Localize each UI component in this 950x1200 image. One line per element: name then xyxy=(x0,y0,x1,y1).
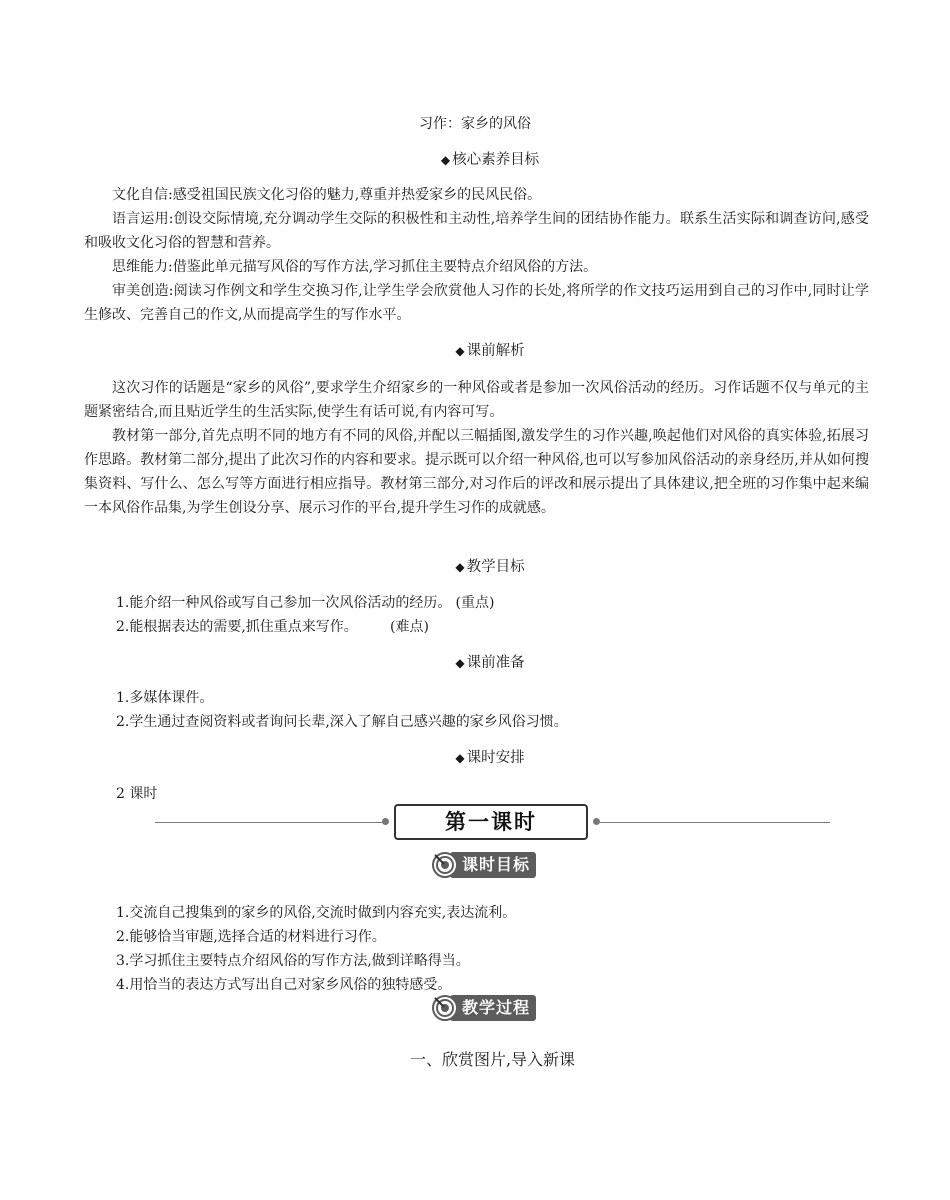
banner-rule-right xyxy=(600,822,830,823)
process-label: 教学过程 xyxy=(432,993,549,1023)
objective-item: 3.学习抓住主要特点介绍风俗的写作方法,做到详略得当。 xyxy=(116,953,470,969)
core-paragraph: 审美创造:阅读习作例文和学生交换习作,让学生学会欣赏他人习作的长处,将所学的作文技巧运用到自己的习作中,同时让学生修改、完善自己的作文,从而提高学生的写作水平。 xyxy=(84,283,869,323)
lesson-banner: 第一课时 xyxy=(394,804,588,840)
core-paragraph: 语言运用:创设交际情境,充分调动学生交际的积极性和主动性,培养学生间的团结协作能力。联系生活实际和调查访问,感受和吸收文化习俗的智慧和营养。 xyxy=(84,211,869,251)
section-heading-analysis: ◆ 课前解析 xyxy=(455,343,525,359)
diamond-bullet-icon: ◆ xyxy=(440,153,451,167)
analysis-paragraph: 教材第一部分,首先点明不同的地方有不同的风俗,并配以三幅插图,激发学生的习作兴趣,唤起他们对风俗的真实体验,拓展习作思路。教材第二部分,提出了此次习作的内容和要求。提示既可以介绍一种风俗,也可以写参加风俗活动的亲身经历,并从如何搜集资料、写什么、怎么写等方面进行相应指导。教材第三部分,对习作后的评改和展示提出了具体建议,把全班的习作集中起来编一本风俗作品集,为学生创设分享、展示习作的平台,提升学生习作的成就感。 xyxy=(84,428,869,516)
banner-rule-left xyxy=(155,822,385,823)
teaching-goal-item: 1.能介绍一种风俗或写自己参加一次风俗活动的经历。 (重点) xyxy=(116,595,495,611)
diamond-bullet-icon: ◆ xyxy=(455,656,465,670)
section-heading-prep: ◆ 课前准备 xyxy=(455,655,525,671)
schedule-text: 2 课时 xyxy=(116,786,158,802)
banner-dot-left xyxy=(382,818,389,825)
objectives-label: 课时目标 xyxy=(432,850,549,880)
objective-item: 1.交流自己搜集到的家乡的风俗,交流时做到内容充实,表达流利。 xyxy=(116,905,517,921)
core-paragraph: 思维能力:借鉴此单元描写风俗的写作方法,学习抓住主要特点介绍风俗的方法。 xyxy=(112,259,598,275)
section-heading-goals: ◆ 教学目标 xyxy=(455,559,525,575)
page-title: 习作：家乡的风俗 xyxy=(419,116,531,132)
prep-item: 2.学生通过查阅资料或者询问长辈,深入了解自己感兴趣的家乡风俗习惯。 xyxy=(116,714,568,730)
diamond-bullet-icon: ◆ xyxy=(455,751,465,765)
prep-item: 1.多媒体课件。 xyxy=(116,690,214,706)
diamond-bullet-icon: ◆ xyxy=(455,560,465,574)
diamond-bullet-icon: ◆ xyxy=(455,344,465,358)
objective-item: 2.能够恰当审题,选择合适的材料进行习作。 xyxy=(116,929,386,945)
core-paragraph: 文化自信:感受祖国民族文化习俗的魅力,尊重并热爱家乡的民风民俗。 xyxy=(112,187,542,203)
target-icon xyxy=(432,995,458,1021)
target-icon xyxy=(432,852,458,878)
section-heading-core: ◆ 核心素养目标 xyxy=(440,152,540,168)
subsection-heading: 一、欣赏图片,导入新课 xyxy=(409,1050,576,1069)
analysis-paragraph: 这次习作的话题是“家乡的风俗”,要求学生介绍家乡的一种风俗或者是参加一次风俗活动的经历。习作话题不仅与单元的主题紧密结合,而且贴近学生的生活实际,使学生有话可说,有内容可写。 xyxy=(84,380,869,420)
banner-dot-right xyxy=(593,818,600,825)
objective-item: 4.用恰当的表达方式写出自己对家乡风俗的独特感受。 xyxy=(116,977,452,993)
teaching-goal-item: 2.能根据表达的需要,抓住重点来写作。 (难点) xyxy=(116,619,429,635)
section-heading-schedule: ◆ 课时安排 xyxy=(455,750,525,766)
